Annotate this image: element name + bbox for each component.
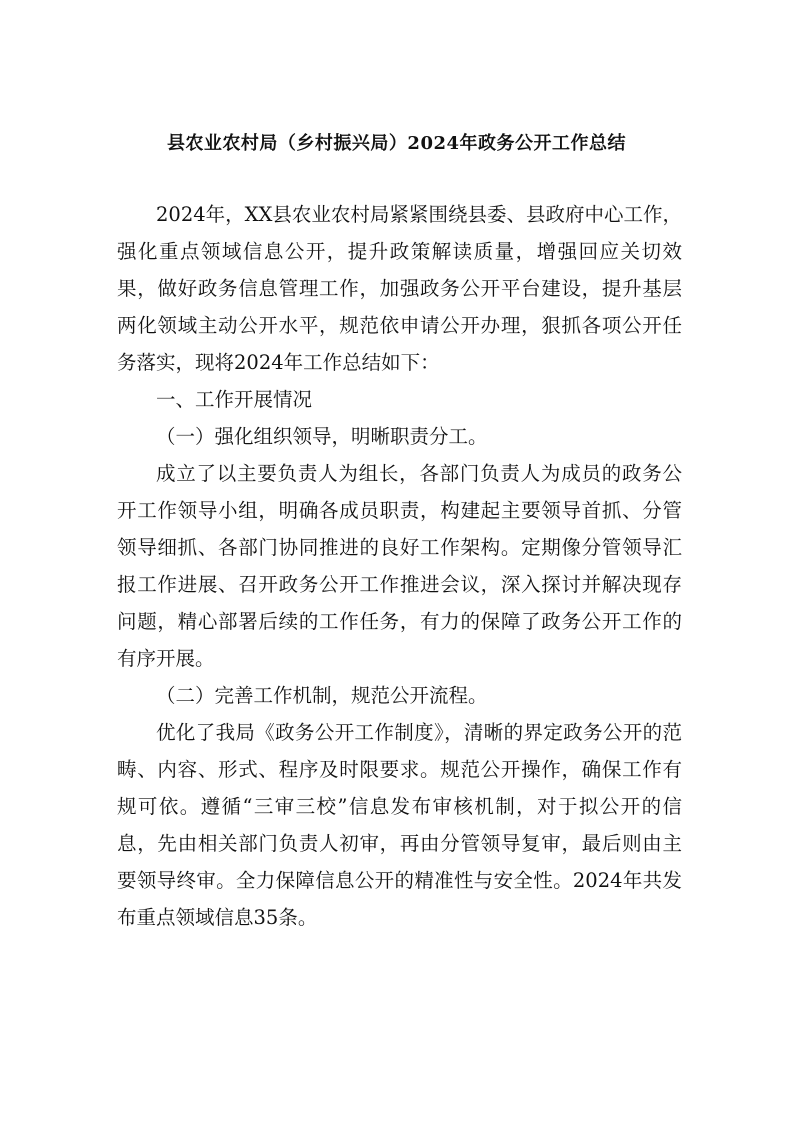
subsection-heading-1: （一）强化组织领导，明晰职责分工。 — [156, 425, 488, 448]
document-title: 县农业农村局（乡村振兴局）2024年政务公开工作总结 — [166, 133, 627, 154]
subsection-heading-2: （二）完善工作机制，规范公开流程。 — [156, 684, 488, 707]
section-heading-1: 一、工作开展情况 — [156, 388, 313, 411]
document-body — [117, 196, 682, 936]
paragraph-intro: 2024年，XX县农业农村局紧紧围绕县委、县政府中心工作，强化重点领域信息公开，提升政策解读质量，增强回应关切效果，做好政务信息管理工作，加强政务公开平台建设，提升基层两化领域主动公开水平，规范依申请公开办理，狠抓各项公开任务落实，现将2024年工作总结如下： — [117, 203, 682, 374]
paragraph-organization: 成立了以主要负责人为组长，各部门负责人为成员的政务公开工作领导小组，明确各成员职责，构建起主要领导首抓、分管领导细抓、各部门协同推进的良好工作架构。定期像分管领导汇报工作进展、召开政务公开工作推进会议，深入探讨并解决现存问题，精心部署后续的工作任务，有力的保障了政务公开工作的有序开展。 — [117, 462, 682, 670]
paragraph-mechanism: 优化了我局《政务公开工作制度》，清晰的界定政务公开的范畴、内容、形式、程序及时限要求。规范公开操作，确保工作有规可依。遵循“三审三校”信息发布审核机制，对于拟公开的信息，先由相关部门负责人初审，再由分管领导复审，最后则由主要领导终审。全力保障信息公开的精准性与安全性。2024年共发布重点领域信息35条。 — [117, 721, 682, 929]
